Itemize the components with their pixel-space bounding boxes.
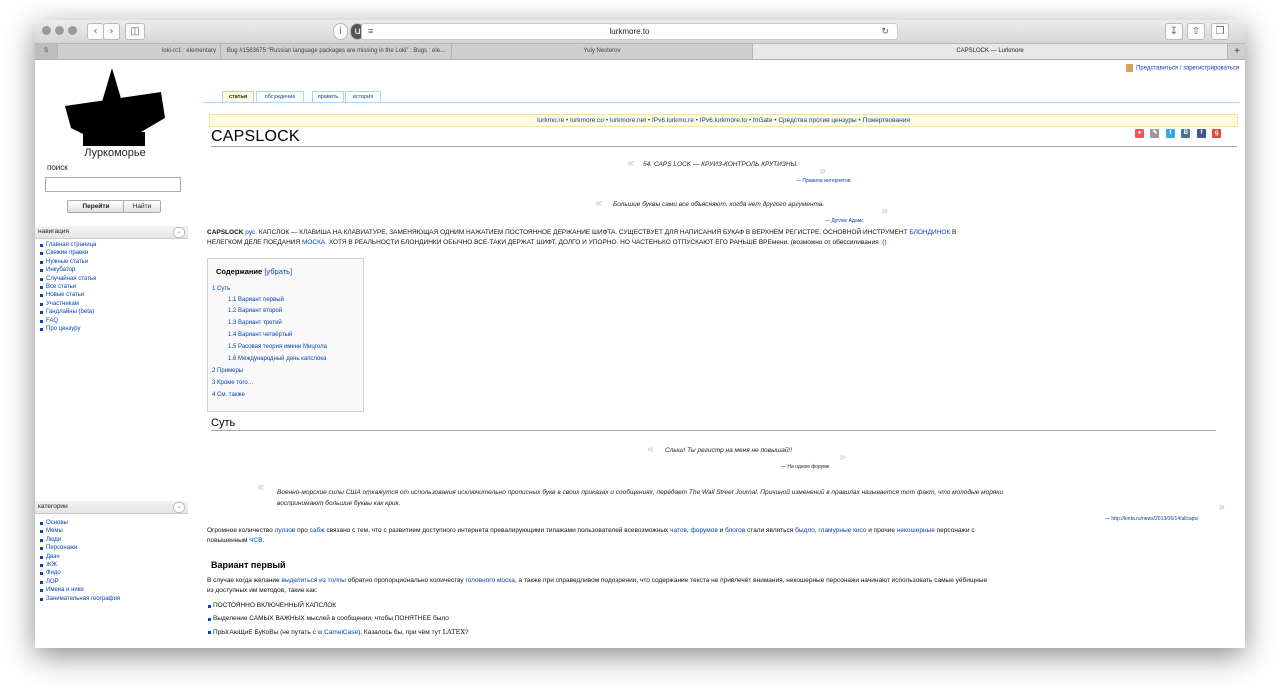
sidebar-item-recent[interactable]: Свежие правки (35, 249, 195, 257)
web-page (35, 60, 1245, 648)
vk-icon[interactable]: B (1181, 129, 1190, 138)
search-input[interactable] (45, 177, 181, 192)
page-title: CAPSLOCK (211, 128, 300, 145)
category-names[interactable]: Имена и ники (35, 586, 195, 594)
tab-loki[interactable]: loki-rc1 : elementary (57, 44, 220, 59)
tab-bug[interactable]: Bug #1583675 “Russian language packages are missing in the Loki” : Bugs : ele... (220, 44, 451, 59)
downloads-icon[interactable]: ↧ (1165, 23, 1183, 40)
title-bar (35, 20, 1245, 44)
quote-open-icon: « (595, 196, 603, 210)
toc-item[interactable]: 1.2 Вариант второй (228, 308, 283, 314)
variant-paragraph: В случае когда желание выделиться из толпы обратно пропорционально количеству головного моска, а также при справедливом подозрении, что содержание текста не привлечёт внимания, некошерные персонажи начинают использовать самые уёбищные из доступных им методов, такие как: (207, 577, 988, 594)
quote-text: Слыш! Ты регистр на меня не повышай!! (665, 447, 793, 454)
extension-icon[interactable]: u (350, 23, 365, 40)
quote-source: — На одном форуме (781, 464, 830, 470)
intro-paragraph (207, 228, 1232, 248)
tab-yuly[interactable]: Yuly Nesterov (451, 44, 752, 59)
nav-list (35, 241, 195, 333)
login-link[interactable]: Представиться / зарегистрироваться (1126, 64, 1239, 72)
bookmark-icon[interactable]: ● (1135, 129, 1144, 138)
toc-item[interactable]: 4 См. также (212, 392, 245, 398)
sidebar-toggle-icon[interactable]: ◫ (125, 23, 145, 40)
blondes-link[interactable]: БЛОНДИНОК (909, 229, 951, 236)
tab-history[interactable]: история (345, 91, 381, 102)
category-geography[interactable]: Занимательная география (35, 595, 195, 603)
sidebar-item-new[interactable]: Новые статьи (35, 291, 195, 299)
intro-text: . ХОТЯ В РЕАЛЬНОСТИ БЛОНДИНКИ ОБЫЧНО ВСЕ-ТАКИ ДЕРЖАТ ШИФТ, ДОЛГО И УПОРНО. НО ЧАСТЕНЬКО ОТПУСКАЮТ ЕГО РАНЬШЕ ВРЕмени. (возможно от обессиливания (325, 239, 881, 246)
table-of-contents (207, 258, 364, 412)
share-icon[interactable]: ⇧ (1187, 23, 1205, 40)
list-item: Выделение САМЫХ ВАЖНЫХ мыслей в сообщении, чтобы ПОНЯТНЕЕ было (213, 615, 449, 622)
quote-text: Военно-морские силы США откажутся от использования исключительно прописных букв в своих приказах и сообщениях, передает The Wall Street Journal. Причиной изменений в правилах называется тот факт, что молодые моряки воспринимают большие буквы как крик. (277, 489, 1003, 507)
address-bar[interactable] (361, 23, 898, 40)
category-memes[interactable]: Мемы (35, 527, 195, 535)
url-text: lurkmore.to (609, 27, 650, 36)
forward-button[interactable]: › (103, 23, 120, 40)
camelcase-link[interactable]: w:CamelCase (317, 629, 359, 636)
glamour-link[interactable]: гламурные кисо (818, 527, 867, 534)
subj-link[interactable]: сабж (309, 527, 325, 534)
latex-logo: LATEX (442, 628, 466, 636)
chats-link[interactable]: чатов (670, 527, 687, 534)
zoom-window-icon[interactable] (68, 26, 77, 35)
intro-text: КАПСЛОК — КЛАВИША НА КЛАВИАТУРЕ, ЗАМЕНЯЮЩАЯ ОДНИМ НАЖАТИЕМ ПОСТОЯННОЕ ДЕРЖАНИЕ ШИФТА. СУЩЕСТВУЕТ ДЛЯ НАПИСАНИЯ БУКАФ В ВЕРХНЕМ РЕГИСТРЕ. ОСНОВНОЙ ИНСТРУМЕНТ (257, 229, 910, 236)
toc-item[interactable]: 1.4 Вариант четвёртый (228, 332, 293, 338)
toc-item[interactable]: 1.1 Вариант первый (228, 297, 284, 303)
lulz-link[interactable]: лулзов (274, 527, 296, 534)
facebook-icon[interactable]: f (1197, 129, 1206, 138)
toc-toggle[interactable]: [убрать] (264, 267, 293, 276)
nav-header[interactable] (35, 226, 188, 239)
quote-source[interactable]: — Дуглас Адамс (825, 218, 864, 224)
tab-capslock[interactable]: CAPSLOCK — Lurkmore (752, 44, 1227, 59)
reader-icon[interactable]: ≡ (368, 26, 374, 36)
mosk-link[interactable]: МОСКА (301, 239, 326, 246)
brain-link[interactable]: головного моска (465, 577, 515, 584)
quote-text: Большие буквы сами все объясняют, когда нет другого аргумента. (613, 201, 825, 208)
list-item: ПОСТОЯННО ВКЛЮЧЕННЫЙ КАПСЛОК (213, 602, 337, 609)
sidebar-item-main[interactable]: Главная страница (35, 241, 195, 249)
edit-pen-icon[interactable]: ✎ (1152, 130, 1158, 136)
title-divider (211, 146, 1237, 147)
back-button[interactable]: ‹ (87, 23, 104, 40)
chevron-down-icon[interactable]: ⌄ (173, 502, 185, 513)
toc-item[interactable]: 2 Примеры (212, 368, 244, 374)
mirrors-bar[interactable]: lurkmo.re • lurkmore.co • lurkmore.net • IPv6.lurkmo.re • IPv6.lurkmore.to • friGate • Средства против цензуры • Пожертвования (209, 114, 1238, 127)
intro-text: В (950, 229, 957, 236)
quote-source-link[interactable]: — http://lenta.ru/news/2013/06/14/allcaps/ (1105, 516, 1199, 522)
sidebar-item-random[interactable]: Случайная статья (35, 275, 195, 283)
quote-close-icon: » (1218, 500, 1226, 514)
rus-link[interactable]: рус. (245, 229, 258, 236)
toc-item[interactable]: 1.5 Расовая теория имени Мицгола (228, 344, 327, 350)
sidebar-item-incubator[interactable]: Инкубатор (35, 266, 195, 274)
quote-open-icon: « (257, 480, 265, 494)
nekosher-link[interactable]: некошерные (896, 527, 935, 534)
quote-open-icon: « (647, 442, 655, 456)
toc-title: Содержание [убрать] (216, 267, 293, 276)
tab-edit[interactable]: править (312, 91, 344, 102)
subsection-heading: Вариант первый (211, 560, 286, 570)
site-name: Луркоморье (84, 147, 146, 159)
category-basics[interactable]: Основы (35, 519, 195, 527)
section-divider (211, 430, 1216, 431)
go-button[interactable]: Перейти (67, 200, 125, 213)
chsv-link[interactable]: ЧСВ (249, 537, 263, 544)
category-fido[interactable]: Фидо (35, 569, 195, 577)
info-icon[interactable]: i (333, 23, 348, 40)
toc-item[interactable]: 1.3 Вариант третий (228, 320, 282, 326)
sidebar-item-participants[interactable]: Участникам (35, 300, 195, 308)
nav-header-label: навигация (38, 228, 70, 235)
sidebar-item-faq[interactable]: FAQ (35, 317, 195, 325)
google-plus-icon[interactable]: g (1212, 129, 1221, 138)
toc-item[interactable]: 1 Суть (212, 286, 231, 292)
stand-out-link[interactable]: выделиться из толпы (281, 577, 346, 584)
quote-close-icon: » (839, 450, 847, 464)
sidebar (35, 60, 195, 648)
quote-open-icon: « (627, 156, 635, 170)
term: CAPSLOCK (207, 229, 244, 236)
quote-source[interactable]: — Правила интернетов (796, 178, 851, 184)
chevron-down-icon[interactable]: ⌄ (173, 227, 185, 238)
sidebar-item-censorship[interactable]: Про цензуру (35, 325, 195, 333)
quote-close-icon: » (819, 164, 827, 178)
category-dvach[interactable]: Двач (35, 553, 195, 561)
tabs-divider (203, 102, 1239, 103)
category-people[interactable]: Люди (35, 536, 195, 544)
close-window-icon[interactable] (42, 26, 51, 35)
bydlo-link[interactable]: быдло (795, 527, 815, 534)
category-lor[interactable]: ЛОР (35, 578, 195, 586)
twitter-icon[interactable]: t (1166, 129, 1175, 138)
tab-article[interactable]: статья (222, 91, 254, 102)
search-label: поиск (47, 163, 68, 172)
intro-text: НЕЛЕГКОМ ДЕЛЕ ПОЕДАНИЯ (207, 239, 302, 246)
tab-bar (35, 44, 1245, 60)
category-lj[interactable]: ЖЖ (35, 561, 195, 569)
pinned-tab[interactable]: S (35, 44, 57, 59)
categories-header[interactable] (35, 501, 188, 514)
toc-item[interactable]: 1.6 Международный день капслока (228, 356, 327, 362)
section-heading: Суть (211, 417, 236, 429)
quote-close-icon: » (881, 204, 889, 218)
essence-paragraph: Огромное количество лулзов про сабж связано с тем, что с развитием доступного интернета превалирующими типажами пользователей всевозможных чатов, форумов и блогов стали являться быдло, гламурные кисо и прочие некошерные персонажи с повышенным ЧСВ. (207, 527, 975, 544)
toc-item[interactable]: 3 Кроме того… (212, 380, 254, 386)
lurkmore-logo-icon[interactable] (57, 68, 167, 158)
sidebar-item-needed[interactable]: Нужные статьи (35, 258, 195, 266)
reload-icon[interactable]: ↻ (881, 26, 889, 36)
list-item: ПрЫгАюЩиЕ БуКоВы (не путать с w:CamelCase). Казалось бы, при чём тут LATEX? (213, 628, 469, 636)
content-area (203, 60, 1239, 648)
categories-header-label: категории (38, 503, 68, 510)
tab-discussion[interactable]: обсуждение (256, 91, 304, 102)
blogs-link[interactable]: блогов (725, 527, 746, 534)
find-button[interactable]: Найти (123, 200, 161, 213)
smiley-link[interactable]: :() (880, 239, 887, 246)
category-characters[interactable]: Персонажи (35, 544, 195, 552)
new-tab-button[interactable]: + (1227, 44, 1245, 59)
browser-window (35, 20, 1245, 648)
minimize-window-icon[interactable] (55, 26, 64, 35)
sidebar-item-guidelines[interactable]: Гандлайны (beta) (35, 308, 195, 316)
forums-link[interactable]: форумов (690, 527, 718, 534)
quote-text: 54. CAPS LOCK — КРУИЗ-КОНТРОЛЬ КРУТИЗНЫ. (643, 161, 799, 168)
tabs-overview-icon[interactable]: ❐ (1211, 23, 1229, 40)
sidebar-item-all[interactable]: Все статьи (35, 283, 195, 291)
share-icons (1133, 129, 1221, 138)
categories-list (35, 519, 195, 603)
